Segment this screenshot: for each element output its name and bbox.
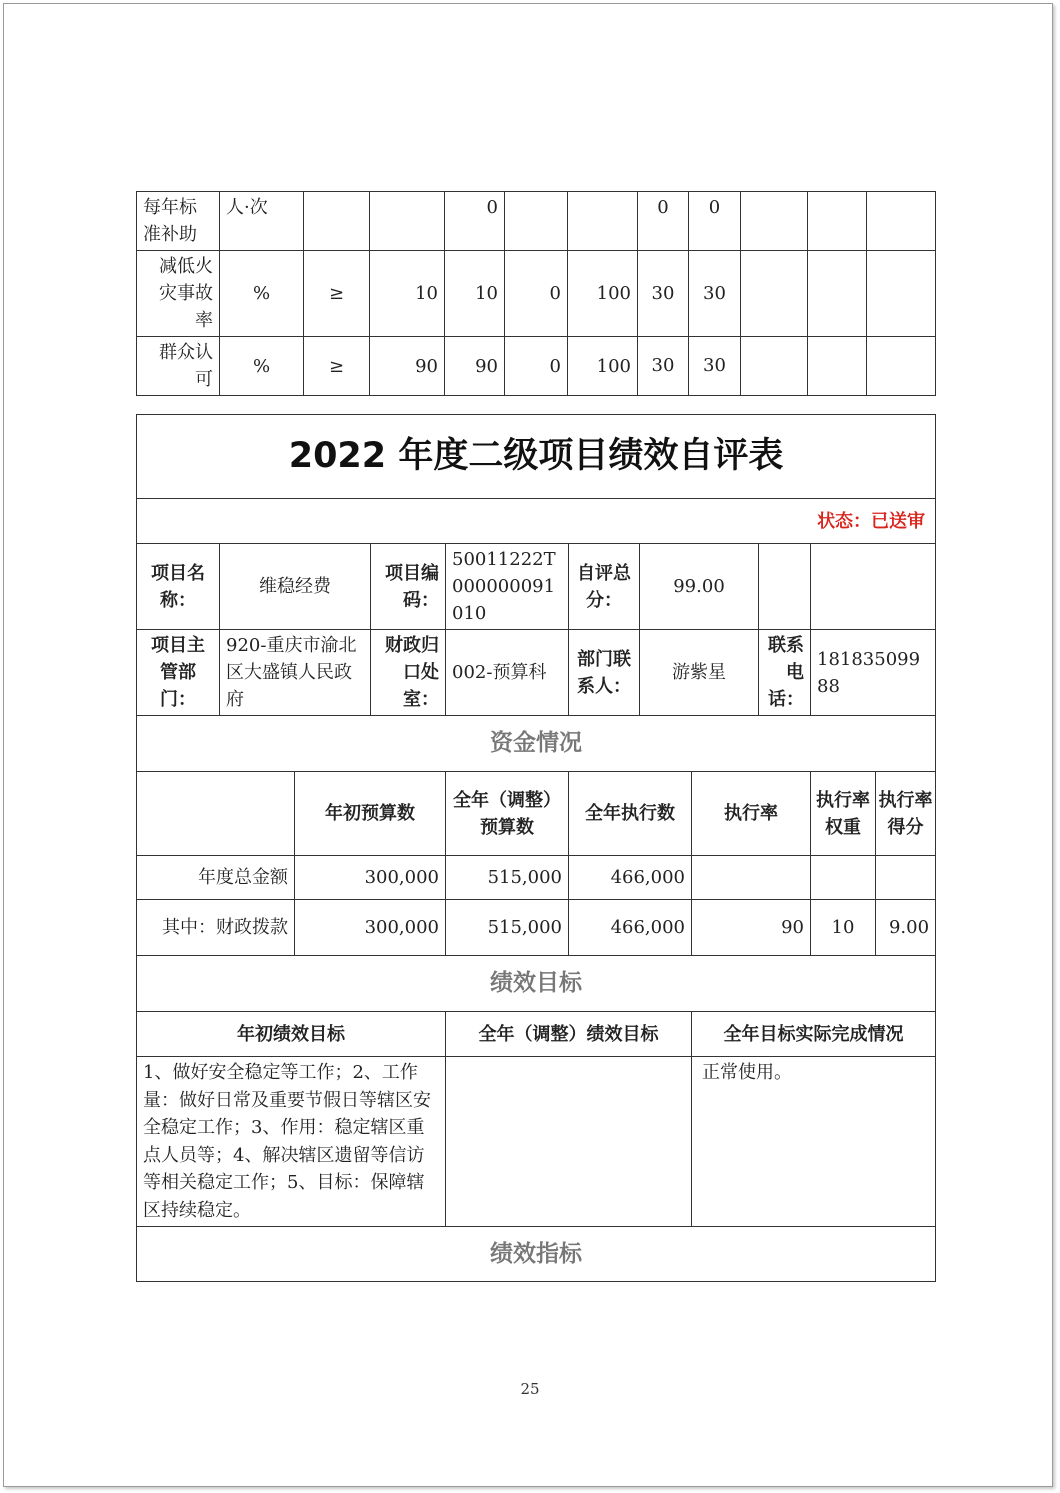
self-score-label: 自评总分： [569, 544, 640, 630]
indicator-unit: 人·次 [220, 192, 304, 251]
funding-rate [692, 856, 811, 900]
table-row [137, 192, 936, 251]
empty-cell [759, 544, 811, 630]
empty-cell [137, 772, 295, 856]
empty-cell [867, 251, 936, 337]
funding-header-adjusted: 全年（调整）预算数 [446, 772, 569, 856]
indicators-section-title: 绩效指标 [137, 1227, 936, 1282]
project-code-label: 项目编码： [371, 544, 446, 630]
indicator-adjusted: 0 [445, 192, 505, 251]
empty-cell [741, 192, 808, 251]
funding-row-label: 年度总金额 [137, 856, 295, 900]
indicator-name: 减低火灾事故率 [137, 251, 220, 337]
indicator-score: 30 [689, 337, 741, 396]
form-title: 2022 年度二级项目绩效自评表 [137, 415, 936, 499]
indicator-rate [568, 192, 638, 251]
indicator-op: ≥ [304, 337, 370, 396]
indicator-weight: 30 [638, 251, 689, 337]
dept-label: 项目主管部门： [137, 630, 220, 716]
indicator-name: 每年标准补助 [137, 192, 220, 251]
funding-executed: 466,000 [569, 856, 692, 900]
indicator-actual: 0 [505, 251, 568, 337]
funding-header-initial: 年初预算数 [295, 772, 446, 856]
funding-header-score: 执行率得分 [876, 772, 936, 856]
indicator-table [136, 191, 936, 396]
empty-cell [808, 337, 867, 396]
goals-adjusted-text [446, 1057, 692, 1227]
indicator-rate: 100 [568, 337, 638, 396]
funding-score: 9.00 [876, 900, 936, 956]
empty-cell [811, 544, 936, 630]
indicator-weight: 0 [638, 192, 689, 251]
funding-adjusted: 515,000 [446, 856, 569, 900]
indicator-adjusted: 90 [445, 337, 505, 396]
dept-value: 920-重庆市渝北区大盛镇人民政府 [220, 630, 371, 716]
empty-cell [808, 251, 867, 337]
project-name-label: 项目名称： [137, 544, 220, 630]
indicator-target: 10 [370, 251, 445, 337]
indicator-name: 群众认可 [137, 337, 220, 396]
indicator-rate: 100 [568, 251, 638, 337]
funding-executed: 466,000 [569, 900, 692, 956]
funding-section-title: 资金情况 [137, 716, 936, 772]
indicator-unit: % [220, 337, 304, 396]
indicator-actual: 0 [505, 337, 568, 396]
finance-label: 财政归口处室： [371, 630, 446, 716]
indicator-op [304, 192, 370, 251]
funding-header-executed: 全年执行数 [569, 772, 692, 856]
funding-rate: 90 [692, 900, 811, 956]
funding-adjusted: 515,000 [446, 900, 569, 956]
phone-label: 联系电话： [759, 630, 811, 716]
goals-section-title: 绩效目标 [137, 956, 936, 1012]
project-name-value: 维稳经费 [220, 544, 371, 630]
empty-cell [808, 192, 867, 251]
empty-cell [741, 337, 808, 396]
indicator-weight: 30 [638, 337, 689, 396]
funding-initial: 300,000 [295, 856, 446, 900]
table-row [137, 337, 936, 396]
indicator-target: 90 [370, 337, 445, 396]
goals-header-actual: 全年目标实际完成情况 [692, 1012, 936, 1057]
indicator-adjusted: 10 [445, 251, 505, 337]
page-number: 25 [520, 1380, 540, 1398]
indicator-op: ≥ [304, 251, 370, 337]
status-badge: 状态：已送审 [137, 499, 936, 544]
goals-header-initial: 年初绩效目标 [137, 1012, 446, 1057]
funding-weight: 10 [811, 900, 876, 956]
funding-weight [811, 856, 876, 900]
phone-value: 18183509988 [811, 630, 936, 716]
table-row [137, 251, 936, 337]
empty-cell [867, 192, 936, 251]
finance-value: 002-预算科 [446, 630, 569, 716]
goals-header-adjusted: 全年（调整）绩效目标 [446, 1012, 692, 1057]
empty-cell [741, 251, 808, 337]
funding-initial: 300,000 [295, 900, 446, 956]
funding-header-rate: 执行率 [692, 772, 811, 856]
contact-label: 部门联系人： [569, 630, 640, 716]
funding-header-weight: 执行率权重 [811, 772, 876, 856]
goals-actual-text: 正常使用。 [692, 1057, 936, 1227]
indicator-unit: % [220, 251, 304, 337]
indicator-target [370, 192, 445, 251]
self-score-value: 99.00 [640, 544, 759, 630]
project-code-value: 50011222T000000091010 [446, 544, 569, 630]
empty-cell [867, 337, 936, 396]
indicator-actual [505, 192, 568, 251]
funding-row-label: 其中：财政拨款 [137, 900, 295, 956]
indicator-score: 30 [689, 251, 741, 337]
contact-value: 游紫星 [640, 630, 759, 716]
funding-score [876, 856, 936, 900]
indicator-score: 0 [689, 192, 741, 251]
evaluation-form [136, 414, 936, 1282]
goals-initial-text: 1、做好安全稳定等工作；2、工作量：做好日常及重要节假日等辖区安全稳定工作；3、作用：稳定辖区重点人员等；4、解决辖区遗留等信访等相关稳定工作；5、目标：保障辖区持续稳定。 [137, 1057, 446, 1227]
